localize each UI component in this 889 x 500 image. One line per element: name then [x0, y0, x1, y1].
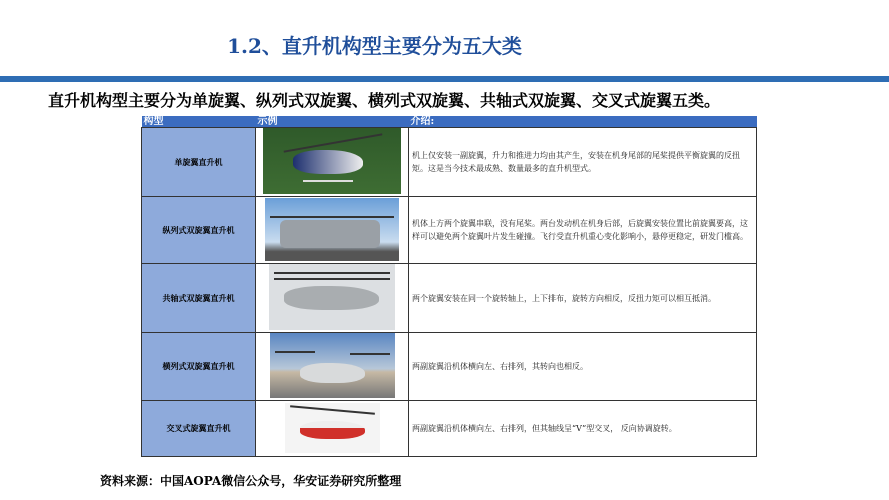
tandem-rotor-helicopter-photo [265, 198, 399, 261]
type-cell: 单旋翼直升机 [142, 128, 256, 197]
header-type: 构型 [142, 116, 256, 128]
description-cell: 两副旋翼沿机体横向左、右排列，但其轴线呈“V”型交叉， 反向协调旋转。 [409, 401, 757, 457]
table-row [142, 401, 757, 457]
helicopter-types-table [141, 116, 757, 457]
description-cell: 两副旋翼沿机体横向左、右排列，其转向也相反。 [409, 333, 757, 401]
title-divider [0, 76, 889, 82]
page-title-text: 1.2、直升机构型主要分为五大类 [227, 34, 522, 58]
single-rotor-helicopter-photo [263, 128, 401, 194]
type-cell: 交叉式旋翼直升机 [142, 401, 256, 457]
table-row [142, 197, 757, 264]
description-cell: 机上仅安装一副旋翼，升力和推进力均由其产生，安装在机身尾部的尾桨提供平衡旋翼的反扭矩。这是当今技术最成熟、数量最多的直升机型式。 [409, 128, 757, 197]
coaxial-rotor-helicopter-photo [269, 264, 395, 330]
table-row [142, 128, 757, 197]
subtitle: 直升机构型主要分为单旋翼、纵列式双旋翼、横列式双旋翼、共轴式双旋翼、交叉式旋翼五类。 [48, 91, 721, 110]
description-cell: 两个旋翼安装在同一个旋转轴上，上下排布，旋转方向相反，反扭力矩可以相互抵消。 [409, 264, 757, 333]
header-example: 示例 [256, 116, 409, 128]
type-cell: 横列式双旋翼直升机 [142, 333, 256, 401]
type-cell: 纵列式双旋翼直升机 [142, 197, 256, 264]
table-row [142, 333, 757, 401]
intermeshing-rotor-helicopter-photo [285, 403, 380, 453]
table-row [142, 264, 757, 333]
page-title [0, 30, 889, 59]
description-cell: 机体上方两个旋翼串联，没有尾桨。两台发动机在机身后部，后旋翼安装位置比前旋翼要高，这样可以避免两个旋翼叶片发生碰撞。飞行受直升机重心变化影响小，悬停更稳定，研发门槛高。 [409, 197, 757, 264]
header-intro: 介绍: [409, 116, 757, 128]
source-note: 资料来源：中国AOPA微信公众号，华安证券研究所整理 [100, 474, 402, 488]
transverse-rotor-aircraft-photo [270, 333, 395, 398]
type-cell: 共轴式双旋翼直升机 [142, 264, 256, 333]
